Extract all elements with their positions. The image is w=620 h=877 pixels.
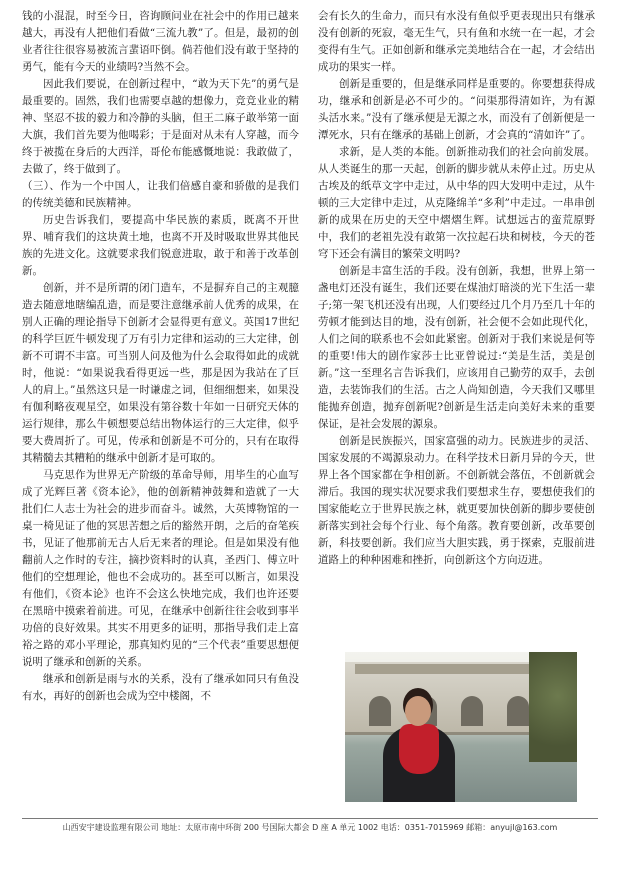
paragraph: 会有长久的生命力，而只有水没有鱼似乎更表现出只有继承没有创新的死寂，毫无生气，只有鱼和水统一在一起，才会变得有生气。正如创新和继承完美地结合在一起，才会结出成功的果实一样。 <box>318 10 595 73</box>
footer-divider <box>22 818 598 819</box>
paragraph: 求新，是人类的本能。创新推动我们的社会向前发展。从人类诞生的那一天起，创新的脚步就从未停止过。历史从古埃及的纸草文字中走过，从中华的四大发明中走过，从牛顿的三大定律中走过，从克隆绵羊“多利”中走过。一串串创新的成果在历史的天空中熠熠生辉。试想远古的蛮荒原野中，我们的老祖先没有敢第一次拉起石块和树枝，今天的苍穹下还会有满目的繁荣文明吗? <box>318 146 595 260</box>
paragraph: 马克思作为世界无产阶级的革命导师，用毕生的心血写成了光辉巨著《资本论》，他的创新精神鼓舞和造就了一大批们仁人志士为社会的进步而奋斗。诚然，大英博物馆的一桌一椅见证了他的冥思苦想之后的豁然开朗，之后的奋笔疾书，见证了他那前无古人后无来者的理论。但是如果没有他翻前人之作时的专注，摘抄资料时的认真，圣西门、傅立叶他们的空想理论，他也不会成功的。甚至可以断言，如果没有他们，《资本论》也许不会这么快地完成，我们也许还要在黑暗中摸索着前进。可见，在继承中创新往往会收到事半功倍的良好效果。其实不用更多的证明，那指导我们走上富裕之路的邓小平理论，那真知灼见的“三个代表”重要思想便说明了继承和创新的关系。 <box>22 469 299 668</box>
paragraph: 创新是丰富生活的手段。没有创新，我想，世界上第一盏电灯还没有诞生，我们还要在煤油灯暗淡的光下生活一辈子;第一架飞机还没有出现，人们要经过几个月乃至几十年的劳顿才能到达目的地，没有创新，社会便不会如此现代化，人们之间的联系也不会如此紧密。创新对于我们来说是何等的重要!伟大的剧作家莎士比亚曾说过:“美是生活，美是创新。”这一至理名言告诉我们，应该用自己勤劳的双手，去创造，去装饰我们的生活。古之人尚知创造，今天我们又哪里能抛弃创造，抛弃创新呢?创新是生活走向美好未来的重要保证，是社会发展的源泉。 <box>318 265 595 430</box>
paragraph: 创新是重要的，但是继承同样是重要的。你要想获得成功，继承和创新是必不可少的。“问渠那得清如许，为有源头活水来。”没有了继承便是无源之水，而没有了创新便是一潭死水，只有在继承的基础上创新，才会真的“清如许”了。 <box>318 78 595 141</box>
section-heading: （三）、作为一个中国人，让我们倍感自豪和骄傲的是我们的传统美德和民族精神。 <box>22 180 299 209</box>
tree <box>529 652 577 762</box>
building-arch <box>461 696 483 726</box>
paragraph: 钱的小混混，时至今日，咨询顾问业在社会中的作用已越来越大，再没有人把他们看做“三流九教”了。但是，最初的创业者往往很容易被流言蜚语吓倒。倘若他们没有敢于坚持的勇气，能有今天的业绩吗?当然不会。 <box>22 10 299 73</box>
left-column <box>22 8 299 705</box>
paragraph: 创新是民族振兴，国家富强的动力。民族进步的灵活、国家发展的不竭源泉动力。在科学技术日新月异的今天，世界上各个国家都在争相创新。不创新就会落伍，不创新就会滞后。我国的现实状况要求我们要想求生存，要想使我们的国家能屹立于世界民族之林，就更要加快创新的脚步要使创新落实到社会每个行业、每个角落。教育要创新，改革要创新，科技要创新。我们应当大胆实践，勇于探索，克服前进道路上的种种困难和挫折，向创新这个方向迈进。 <box>318 435 595 566</box>
paragraph: 因此我们要说，在创新过程中，“敢为天下先”的勇气是最重要的。固然，我们也需要卓越的想像力，竞竞业业的精神、坚忍不拔的毅力和冷静的头脑，但王二麻子敢举第一面大旗，我们首先要为他喝彩；于是面对从未有人穿越，而今终于被揽在身后的大西洋，哥伦布能感慨地说：我敢做了，去做了，终于做到了。 <box>22 78 299 175</box>
red-scarf <box>399 724 439 774</box>
building-arch <box>507 696 529 726</box>
author-photo <box>345 652 577 802</box>
paragraph: 继承和创新是雨与水的关系，没有了继承如同只有鱼没有水，再好的创新也会成为空中楼阁，不 <box>22 673 299 702</box>
person-head <box>405 696 431 726</box>
building-arch <box>369 696 391 726</box>
paragraph: 创新，并不是所谓的闭门造车，不是摒弃自己的主观臆造去随意地瞎编乱造，而是要注意继承前人优秀的成果，在别人正确的理论指导下创新才会显得更有意义。英国17世纪的科学巨匠牛顿发现了万有引力定律和运动的三大定律，创新不可谓不丰富。可当别人问及他为什么会取得如此的成就时，他说：“如果说我看得更远一些，那是因为我站在了巨人的肩上。”虽然这只是一时谦虚之词，但细细想来，如果没有伽利略夜观星空，如果没有第谷数十年如一日研究天体的运行规律，那么牛顿想要总结出物体运行的三大定律，似乎要大费周折了。可见，传承和创新是不可分的，只有在取得其精髓去其糟粕的继承中创新才是可取的。 <box>22 282 299 464</box>
footer: 山西安宇建设监理有限公司 地址：太原市南中环街 200 号国际大都会 D 座 A 单元 1002 电话：0351-7015969 邮箱：anyujl@163.com <box>62 823 558 832</box>
right-column <box>318 8 595 569</box>
paragraph: 历史告诉我们，要提高中华民族的素质，既离不开世界、哺育我们的这块黄土地，也离不开及时吸取世界其他民族的先进文化。这就要求我们锐意进取，敢于和善于改革创新。 <box>22 214 299 277</box>
